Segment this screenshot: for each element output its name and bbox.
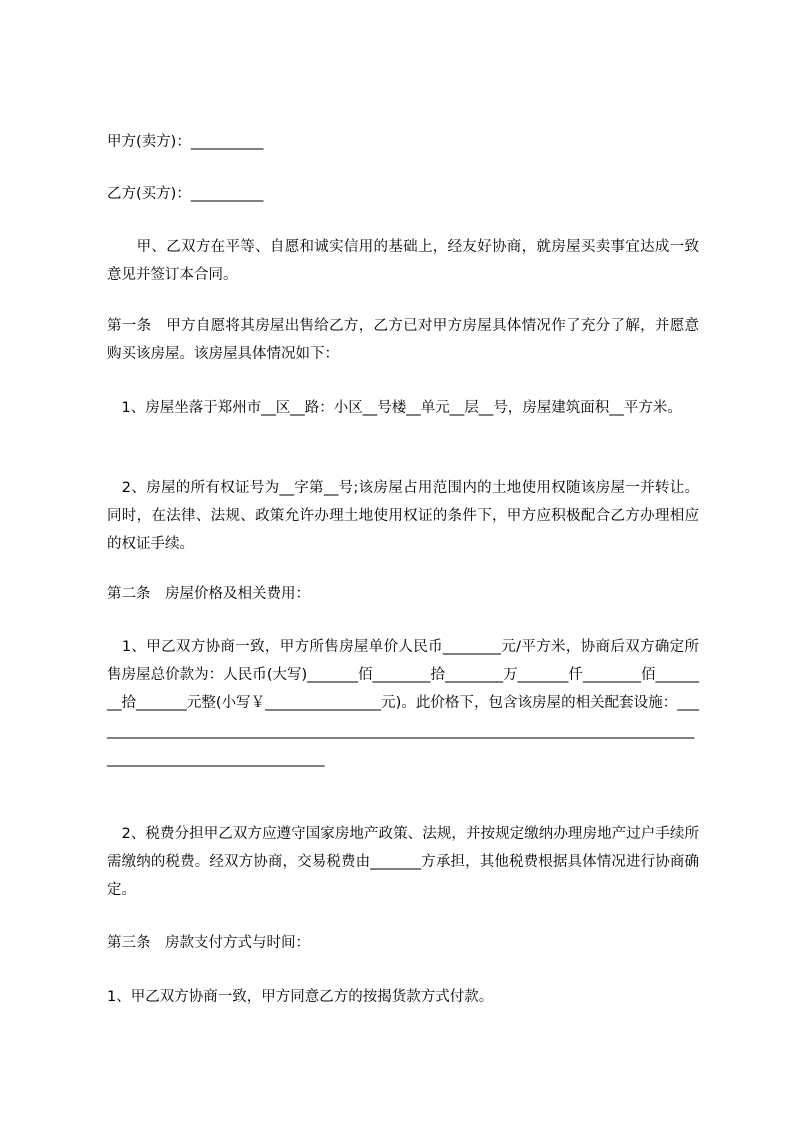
article-2-item-1: 1、甲乙双方协商一致，甲方所售房屋单价人民币________元/平方米，协商后双方确定所售房屋总价款为：人民币(大写)_______佰________拾________万_______仟________佰________拾_______元整(小写￥________________元)。此价格下，包含该房屋的相关配套设施：__________________________________________________________________________________________________________________ xyxy=(107,639,699,767)
article-2-item-2: 2、税费分担甲乙双方应遵守国家房地产政策、法规，并按规定缴纳办理房地产过户手续所需缴纳的税费。经双方协商，交易税费由_______方承担，其他税费根据具体情况进行协商确定。 xyxy=(107,826,699,898)
article-1-item-2: 2、房屋的所有权证号为__字第__号;该房屋占用范围内的土地使用权随该房屋一并转让。同时，在法律、法规、政策允许办理土地使用权证的条件下，甲方应积极配合乙方办理相应的权证手续。 xyxy=(107,480,699,552)
article-1-heading: 第一条 甲方自愿将其房屋出售给乙方，乙方已对甲方房屋具体情况作了充分了解，并愿意购买该房屋。该房屋具体情况如下： xyxy=(107,318,699,362)
party-b-line: 乙方(买方)：__________ xyxy=(107,186,264,202)
article-1-item-1: 1、房屋坐落于郑州市__区__路：小区__号楼__单元__层__号，房屋建筑面积__平方米。 xyxy=(107,400,682,416)
preamble-paragraph: 甲、乙双方在平等、自愿和诚实信用的基础上，经友好协商，就房屋买卖事宜达成一致意见并签订本合同。 xyxy=(107,239,699,283)
party-a-line: 甲方(卖方)：__________ xyxy=(107,134,264,150)
article-3-heading: 第三条 房款支付方式与时间： xyxy=(107,935,310,951)
article-3-item-1: 1、甲乙双方协商一致，甲方同意乙方的按揭货款方式付款。 xyxy=(107,989,494,1005)
article-2-heading: 第二条 房屋价格及相关费用： xyxy=(107,586,310,602)
